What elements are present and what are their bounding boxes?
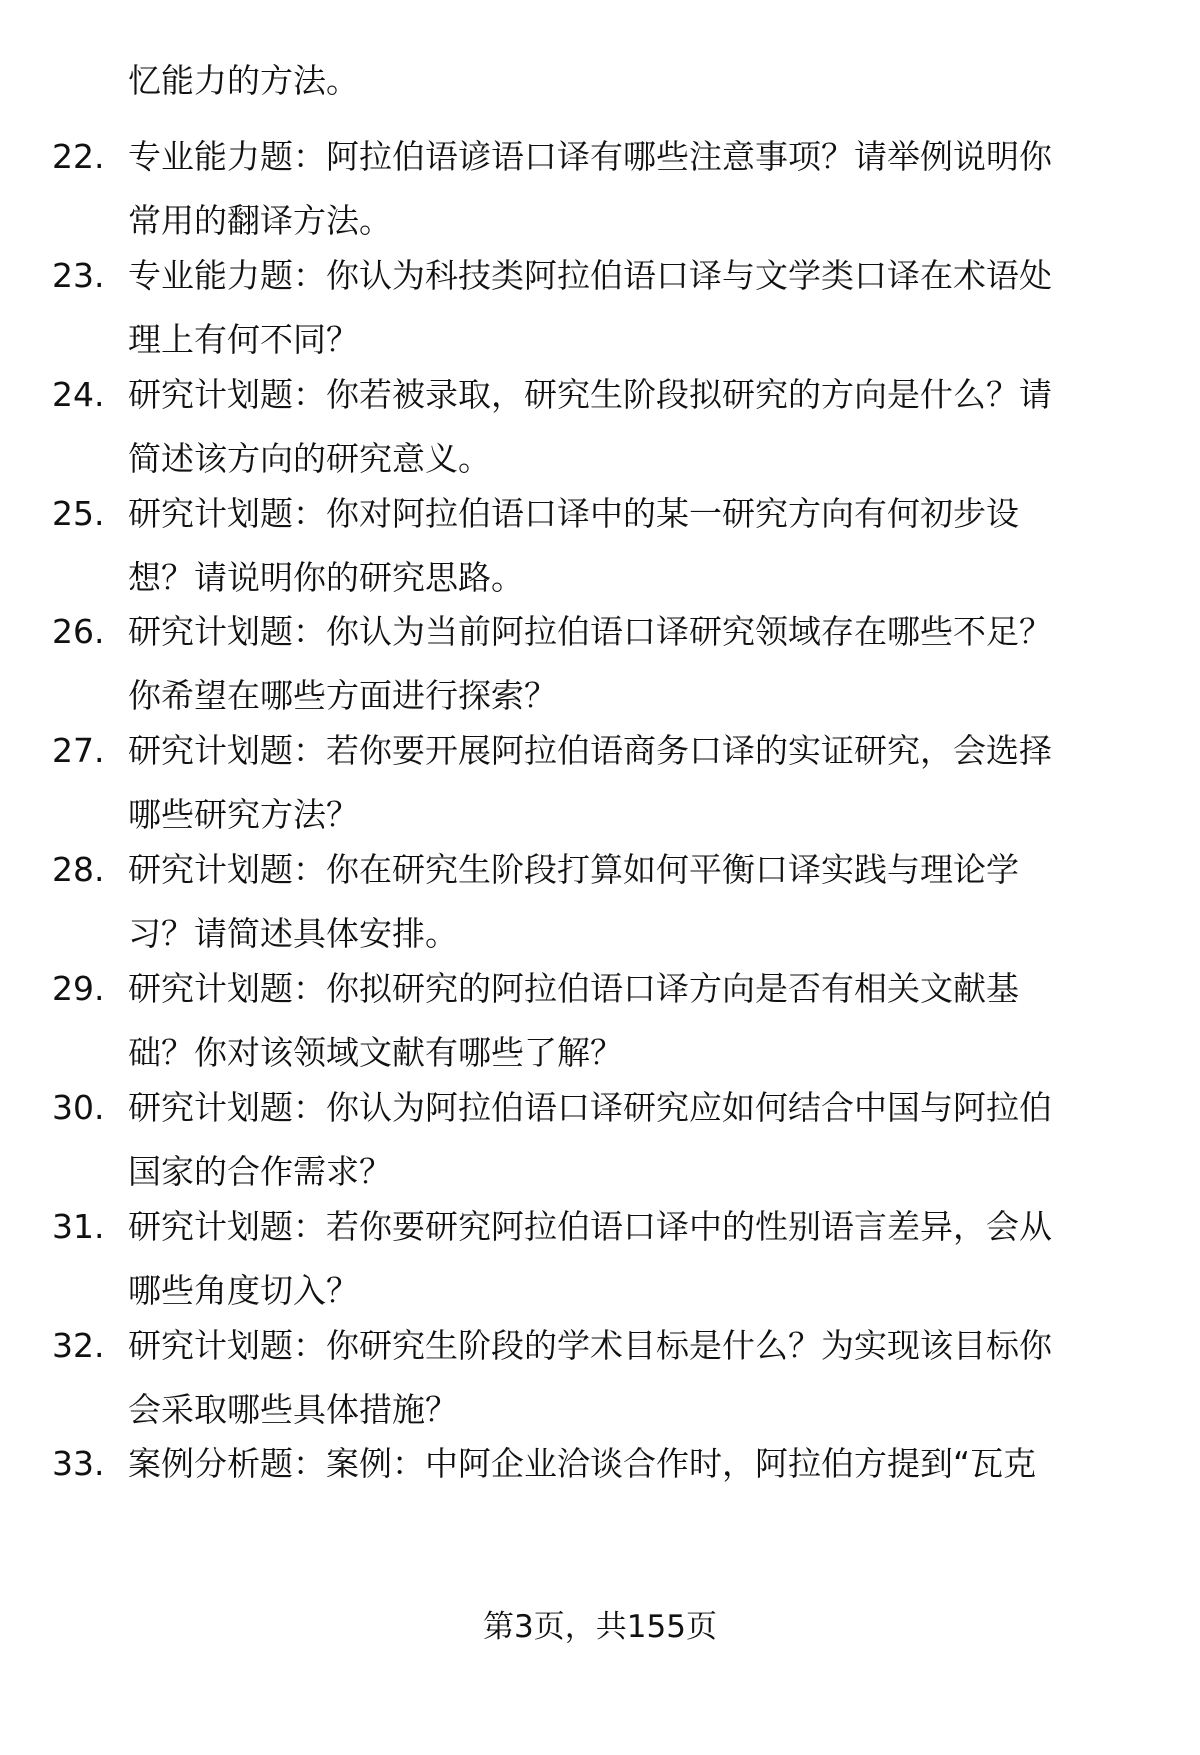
question-text-line2: 习？请简述具体安排。 xyxy=(128,914,458,953)
question-text-line2: 哪些研究方法？ xyxy=(128,795,359,834)
question-text-line2: 国家的合作需求？ xyxy=(128,1152,392,1191)
question-text-line2: 想？请说明你的研究思路。 xyxy=(128,558,524,597)
question-item-26 xyxy=(0,609,1200,715)
question-number: 24. xyxy=(52,375,105,414)
question-number: 25. xyxy=(52,494,105,533)
question-text-line1: 案例分析题：案例：中阿企业洽谈合作时，阿拉伯方提到“瓦克 xyxy=(128,1444,1037,1483)
question-number: 33. xyxy=(52,1444,105,1483)
question-text-line1: 研究计划题：你认为当前阿拉伯语口译研究领域存在哪些不足？ xyxy=(128,612,1052,651)
question-text-line1: 研究计划题：你若被录取，研究生阶段拟研究的方向是什么？请 xyxy=(128,375,1052,414)
question-text-line1: 研究计划题：你拟研究的阿拉伯语口译方向是否有相关文献基 xyxy=(128,969,1019,1008)
question-item-33 xyxy=(0,1441,1200,1533)
question-item-30 xyxy=(0,1085,1200,1191)
question-number: 27. xyxy=(52,731,105,770)
question-text-line2: 你希望在哪些方面进行探索？ xyxy=(128,676,557,715)
question-text-line2: 础？你对该领域文献有哪些了解？ xyxy=(128,1033,623,1072)
question-text-line2: 会采取哪些具体措施？ xyxy=(128,1390,458,1429)
question-item-27 xyxy=(0,728,1200,834)
question-text-line1: 研究计划题：若你要研究阿拉伯语口译中的性别语言差异，会从 xyxy=(128,1207,1052,1246)
question-number: 32. xyxy=(52,1326,105,1365)
page-footer: 第3页，共155页 xyxy=(483,1609,717,1645)
question-number: 28. xyxy=(52,850,105,889)
question-number: 29. xyxy=(52,969,105,1008)
question-text-line1: 研究计划题：你研究生阶段的学术目标是什么？为实现该目标你 xyxy=(128,1326,1052,1365)
question-number: 26. xyxy=(52,612,105,651)
question-item-23 xyxy=(0,253,1200,359)
question-item-32 xyxy=(0,1323,1200,1429)
question-item-25 xyxy=(0,491,1200,597)
question-item-24 xyxy=(0,372,1200,478)
question-number: 23. xyxy=(52,256,105,295)
continuation-line: 忆能力的方法。 xyxy=(128,61,359,100)
question-item-22 xyxy=(0,134,1200,240)
question-item-31 xyxy=(0,1204,1200,1310)
question-text-line2: 哪些角度切入？ xyxy=(128,1271,359,1310)
question-number: 30. xyxy=(52,1088,105,1127)
question-item-29 xyxy=(0,966,1200,1072)
question-text-line2: 常用的翻译方法。 xyxy=(128,201,392,240)
question-text-line1: 研究计划题：你在研究生阶段打算如何平衡口译实践与理论学 xyxy=(128,850,1019,889)
question-text-line1: 研究计划题：你对阿拉伯语口译中的某一研究方向有何初步设 xyxy=(128,494,1019,533)
question-text-line2: 理上有何不同？ xyxy=(128,320,359,359)
question-item-28 xyxy=(0,847,1200,953)
question-text-line2: 简述该方向的研究意义。 xyxy=(128,439,491,478)
question-text-line1: 专业能力题：你认为科技类阿拉伯语口译与文学类口译在术语处 xyxy=(128,256,1052,295)
question-text-line1: 研究计划题：你认为阿拉伯语口译研究应如何结合中国与阿拉伯 xyxy=(128,1088,1052,1127)
question-text-line1: 研究计划题：若你要开展阿拉伯语商务口译的实证研究，会选择 xyxy=(128,731,1052,770)
question-number: 31. xyxy=(52,1207,105,1246)
question-number: 22. xyxy=(52,137,105,176)
question-text-line1: 专业能力题：阿拉伯语谚语口译有哪些注意事项？请举例说明你 xyxy=(128,137,1052,176)
